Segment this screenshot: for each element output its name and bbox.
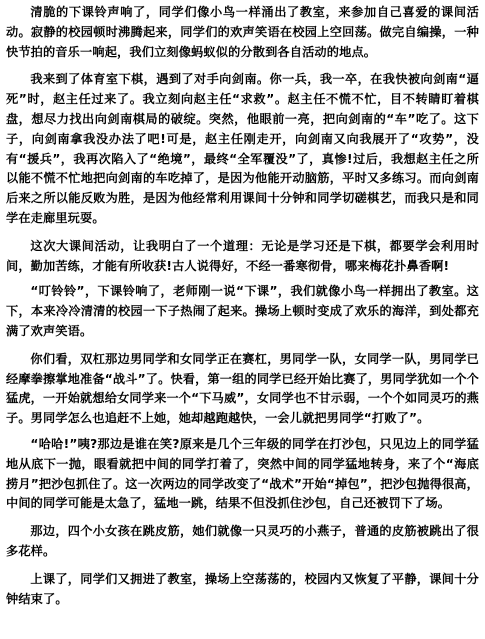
paragraph-parallel-bars: 你们看，双杠那边男同学和女同学正在赛杠，男同学一队，女同学一队，男同学已经摩拳擦掌地准备“战斗”了。快看，第一组的同学已经开始比赛了，男同学犹如一个个猛虎，一开始就想给女同学来一个“下马威”，女同学也不甘示弱，一个个如同灵巧的燕子。男同学怎么也追赶不上她，她却越跑越快，一会儿就把男同学“打败了”。 xyxy=(6,351,479,426)
paragraph-lesson-learned: 这次大课间活动，让我明白了一个道理：无论是学习还是下棋，都要学会利用时间，勤加苦练，才能有所收获!古人说得好，不经一番寒彻骨，哪来梅花扑鼻香啊! xyxy=(6,238,479,273)
paragraph-bell-rings: “叮铃铃”，下课铃响了，老师刚一说“下课”，我们就像小鸟一样拥出了教室。这下，本来冷冷清清的校园一下子热闹了起来。操场上顿时变成了欢乐的海洋，到处都充满了欢声笑语。 xyxy=(6,284,479,338)
paragraph-sandbag-game: “哈哈!”咦?那边是谁在笑?原来是几个三年级的同学在打沙包，只见边上的同学猛地从底下一抛，眼看就把中间的同学打着了，突然中间的同学猛地转身，来了个“海底捞月”把沙包抓住了。这一次两边的同学改变了“战术”开始“掉包”，把沙包抛得很高，中间的同学可能是太急了，猛地一跳，结果不但没抓住沙包，自己还被罚下了场。 xyxy=(6,436,479,511)
paragraph-break-bell: 清脆的下课铃声响了，同学们像小鸟一样涌出了教室，来参加自己喜爱的课间活动。寂静的校园顿时沸腾起来，同学们的欢声笑语在校园上空回荡。做完自编操，一种快节拍的音乐一响起，我们立刻像蚂蚁似的分散到各自活动的地点。 xyxy=(6,5,479,59)
paragraph-jump-rope: 那边，四个小女孩在跳皮筋，她们就像一只灵巧的小燕子，普通的皮筋被跳出了很多花样。 xyxy=(6,524,479,558)
paragraph-class-resumes: 上课了，同学们又拥进了教室，操场上空荡荡的，校园内又恢复了平静，课间十分钟结束了。 xyxy=(6,571,479,606)
paragraph-chess-game: 我来到了体育室下棋，遇到了对手向剑南。你一兵，我一卒，在我快被向剑南“逼死”时，赵主任过来了。我立刻向赵主任“求救”。赵主任不慌不忙，目不转睛盯着棋盘，想尽力找出向剑南棋局的破绽。突然，他眼前一亮，把向剑南的“车”吃了。这下子，向剑南拿我没办法了吧!可是，赵主任刚走开，向剑南又向我展开了“攻势”，没有“援兵”，我再次陷入了“绝境”，最终“全军覆没”了，真惨!过后，我想赵主任之所以能不慌不忙地把向剑南的车吃掉了，是因为他能开动脑筋，平时又多练习。而向剑南后来之所以能反败为胜，是因为他经常利用课间十分钟和同学切磋棋艺，而我只是和同学在走廊里玩耍。 xyxy=(6,72,479,225)
